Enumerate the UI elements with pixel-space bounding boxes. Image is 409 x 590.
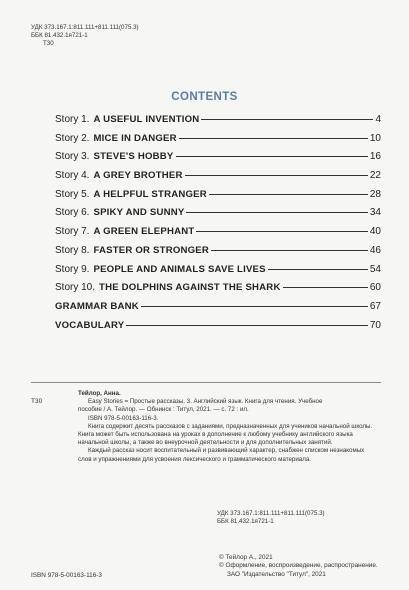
- toc-row[interactable]: [55, 114, 381, 133]
- biblio-isbn: ISBN 978-5-00163-116-3.: [88, 414, 159, 422]
- biblio-author: Тейлор, Анна.: [78, 390, 121, 397]
- toc-page: 46: [369, 244, 381, 256]
- toc-row-vocabulary[interactable]: [55, 320, 381, 339]
- toc-row[interactable]: [55, 264, 381, 283]
- toc-leader: [211, 250, 368, 251]
- toc-title: PEOPLE AND ANIMALS SAVE LIVES: [93, 263, 266, 275]
- toc-page: 10: [369, 132, 381, 144]
- toc-title: A USEFUL INVENTION: [93, 114, 200, 125]
- toc-leader: [186, 212, 367, 213]
- toc-leader: [209, 194, 368, 195]
- biblio-description-2: Каждый рассказ носит воспитательный и развивающий характер, снабжен списком незнакомых слов и упражнениями для усвоения лексического и грамматического материала.: [78, 447, 365, 463]
- toc-leader: [185, 175, 368, 176]
- copyright-block: [219, 554, 378, 579]
- toc-page: 28: [369, 188, 381, 200]
- udc-code: УДК 373.167.1:811.111+811.111(075.3): [217, 510, 325, 517]
- udc-code: УДК 373.167.1:811.111+811.111(075.3): [31, 24, 139, 31]
- biblio-publisher-line: пособие / А. Тейлор. — Обнинск : Титул, 2021. — с. 72 : ил.: [78, 406, 249, 414]
- toc-page: 34: [369, 207, 381, 219]
- toc-title: A GREEN ELEPHANT: [93, 226, 195, 238]
- toc-title: THE DOLPHINS AGAINST THE SHARK: [99, 282, 281, 294]
- copyright-line: © Тейлор А., 2021: [219, 554, 273, 561]
- toc-row[interactable]: [55, 133, 381, 152]
- toc-page: 70: [369, 319, 381, 331]
- bbk-code: ББК 81.432.1я721-1: [217, 518, 274, 526]
- toc-story-number: Story 9.: [55, 263, 90, 275]
- bottom-classification: [217, 510, 325, 526]
- toc-leader: [179, 138, 368, 139]
- toc-row[interactable]: [55, 151, 381, 170]
- toc-leader: [141, 306, 368, 307]
- toc-row[interactable]: [55, 245, 381, 264]
- bottom-isbn: ISBN 978-5-00163-116-3: [31, 572, 102, 579]
- toc-row[interactable]: [55, 282, 381, 301]
- toc-title: SPIKY AND SUNNY: [93, 207, 185, 219]
- toc-title: A HELPFUL STRANGER: [93, 188, 207, 200]
- toc-story-number: Story 10.: [55, 282, 96, 294]
- toc-story-number: Story 7.: [55, 226, 90, 238]
- toc-story-number: Story 8.: [55, 244, 90, 256]
- toc-story-number: Story 4.: [55, 170, 90, 182]
- toc-page: 4: [375, 114, 381, 125]
- toc-title: FASTER OR STRONGER: [93, 244, 210, 256]
- toc-leader: [268, 269, 368, 270]
- toc-title: VOCABULARY: [55, 319, 125, 331]
- toc-story-number: Story 6.: [55, 207, 90, 219]
- toc-page: 22: [369, 170, 381, 182]
- toc-title: GRAMMAR BANK: [55, 300, 139, 312]
- toc-row-grammar-bank[interactable]: [55, 301, 381, 320]
- divider: [31, 382, 381, 383]
- table-of-contents: [55, 114, 381, 338]
- bbk-code: ББК 81.432.1я721-1: [31, 32, 88, 40]
- toc-leader: [126, 325, 368, 326]
- toc-leader: [283, 287, 368, 288]
- copyright-line: ЗАО "Издательство "Титул", 2021: [227, 570, 326, 578]
- author-mark: Т30: [43, 40, 54, 48]
- toc-page: 16: [369, 151, 381, 163]
- copyright-line: © Оформление, воспроизведение, распространение.: [219, 562, 378, 570]
- bibliographic-record: [78, 390, 378, 464]
- biblio-title-line: Easy Stories = Простые рассказы. 3. Английский язык. Книга для чтения. Учебное: [88, 398, 323, 406]
- toc-page: 67: [369, 300, 381, 312]
- toc-row[interactable]: [55, 189, 381, 208]
- toc-page: 40: [369, 226, 381, 238]
- toc-row[interactable]: [55, 207, 381, 226]
- toc-story-number: Story 2.: [55, 132, 90, 144]
- toc-title: STEVE'S HOBBY: [93, 151, 174, 163]
- toc-page: 60: [369, 282, 381, 294]
- biblio-description: Книга содержит десять рассказов с заданиями, предназначенных для учеников начальной школы. Книга может быть использована на уроках в дополнение к любому учебнику английского языка начальной школы, а также во внеурочной деятельности и для дополнительных занятий.: [78, 422, 373, 447]
- toc-row[interactable]: [55, 226, 381, 245]
- toc-story-number: Story 1.: [55, 114, 90, 125]
- top-classification: [31, 24, 139, 49]
- toc-row[interactable]: [55, 170, 381, 189]
- toc-story-number: Story 3.: [55, 151, 90, 163]
- toc-page: 54: [369, 263, 381, 275]
- toc-leader: [176, 156, 368, 157]
- toc-story-number: Story 5.: [55, 188, 90, 200]
- toc-leader: [201, 119, 373, 120]
- biblio-author-mark: Т30: [31, 398, 43, 405]
- toc-leader: [196, 231, 367, 232]
- toc-title: MICE IN DANGER: [93, 132, 177, 144]
- toc-title: A GREY BROTHER: [93, 170, 183, 182]
- contents-title: CONTENTS: [171, 91, 238, 103]
